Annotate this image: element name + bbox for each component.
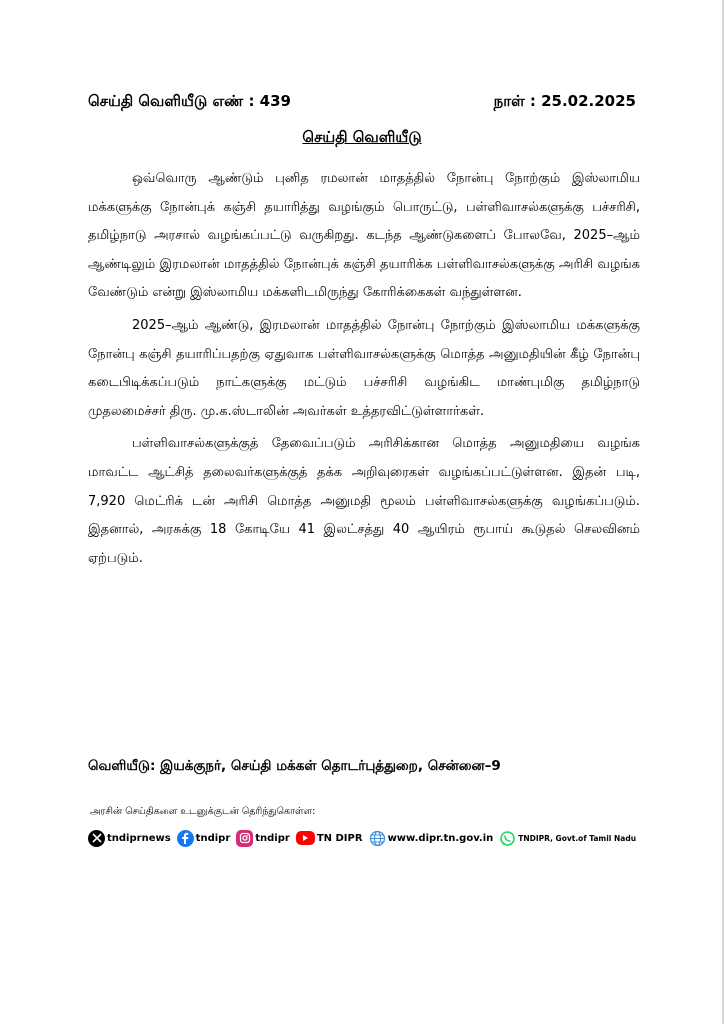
instagram-icon	[236, 830, 253, 847]
social-link-facebook[interactable]	[177, 830, 231, 847]
release-date: நாள் : 25.02.2025	[493, 92, 636, 110]
youtube-icon	[296, 831, 315, 845]
social-link-x[interactable]	[88, 830, 171, 847]
social-label-youtube: TN DIPR	[316, 832, 363, 844]
social-links-bar	[88, 828, 636, 848]
body-text	[88, 165, 640, 577]
social-link-website[interactable]	[369, 830, 494, 847]
facebook-icon	[177, 830, 194, 847]
social-link-youtube[interactable]	[296, 831, 363, 845]
paragraph-1: ஒவ்வொரு ஆண்டும் புனித ரமலான் மாதத்தில் நோன்பு நோற்கும் இஸ்லாமிய மக்களுக்கு நோன்புக் கஞ்சி தயாரித்து வழங்கும் பொருட்டு, பள்ளிவாசல்களுக்கு பச்சரிசி, தமிழ்நாடு அரசால் வழங்கப்பட்டு வருகிறது. கடந்த ஆண்டுகளைப் போலவே, 2025–ஆம் ஆண்டிலும் இரமலான் மாதத்தில் நோன்புக் கஞ்சி தயாரிக்க பள்ளிவாசல்களுக்கு அரிசி வழங்க வேண்டும் என்று இஸ்லாமிய மக்களிடமிருந்து கோரிக்கைகள் வந்துள்ளன.	[88, 171, 640, 301]
social-label-website: www.dipr.tn.gov.in	[387, 832, 494, 844]
release-number: செய்தி வெளியீடு எண் : 439	[88, 92, 291, 110]
social-label-facebook: tndipr	[195, 832, 231, 844]
social-label-instagram: tndipr	[255, 832, 290, 844]
social-label-x: tndiprnews	[107, 832, 171, 844]
social-link-whatsapp[interactable]	[499, 830, 636, 847]
page-title: செய்தி வெளியீடு	[302, 128, 422, 146]
whatsapp-icon	[499, 830, 516, 847]
paragraph-2: 2025–ஆம் ஆண்டு, இரமலான் மாதத்தில் நோன்பு நோற்கும் இஸ்லாமிய மக்களுக்கு நோன்பு கஞ்சி தயாரிப்பதற்கு ஏதுவாக பள்ளிவாசல்களுக்கு மொத்த அனுமதியின் கீழ் நோன்பு கடைபிடிக்கப்படும் நாட்களுக்கு மட்டும் பச்சரிசி வழங்கிட மாண்புமிகு தமிழ்நாடு முதலமைச்சர் திரு. மு.க.ஸ்டாலின் அவர்கள் உத்தரவிட்டுள்ளார்கள்.	[88, 317, 640, 419]
paragraph-3: பள்ளிவாசல்களுக்குத் தேவைப்படும் அரிசிக்கான மொத்த அனுமதியை வழங்க மாவட்ட ஆட்சித் தலைவர்களுக்குத் தக்க அறிவுரைகள் வழங்கப்பட்டுள்ளன. இதன் படி, 7,920 மெட்ரிக் டன் அரிசி மொத்த அனுமதி மூலம் பள்ளிவாசல்களுக்கு வழங்கப்படும். இதனால், அரசுக்கு 18 கோடியே 41 இலட்சத்து 40 ஆயிரம் ரூபாய் கூடுதல் செலவினம் ஏற்படும்.	[88, 436, 640, 566]
globe-icon	[369, 830, 386, 847]
x-icon	[88, 830, 105, 847]
social-link-instagram[interactable]	[236, 830, 290, 847]
follow-text: அரசின் செய்திகளை உடனுக்குடன் தெரிந்துகொள்ள:	[90, 806, 316, 817]
issued-by: வெளியீடு: இயக்குநர், செய்தி மக்கள் தொடர்புத்துறை, சென்னை–9	[88, 758, 501, 774]
social-label-whatsapp: TNDIPR, Govt.of Tamil Nadu	[518, 833, 637, 843]
